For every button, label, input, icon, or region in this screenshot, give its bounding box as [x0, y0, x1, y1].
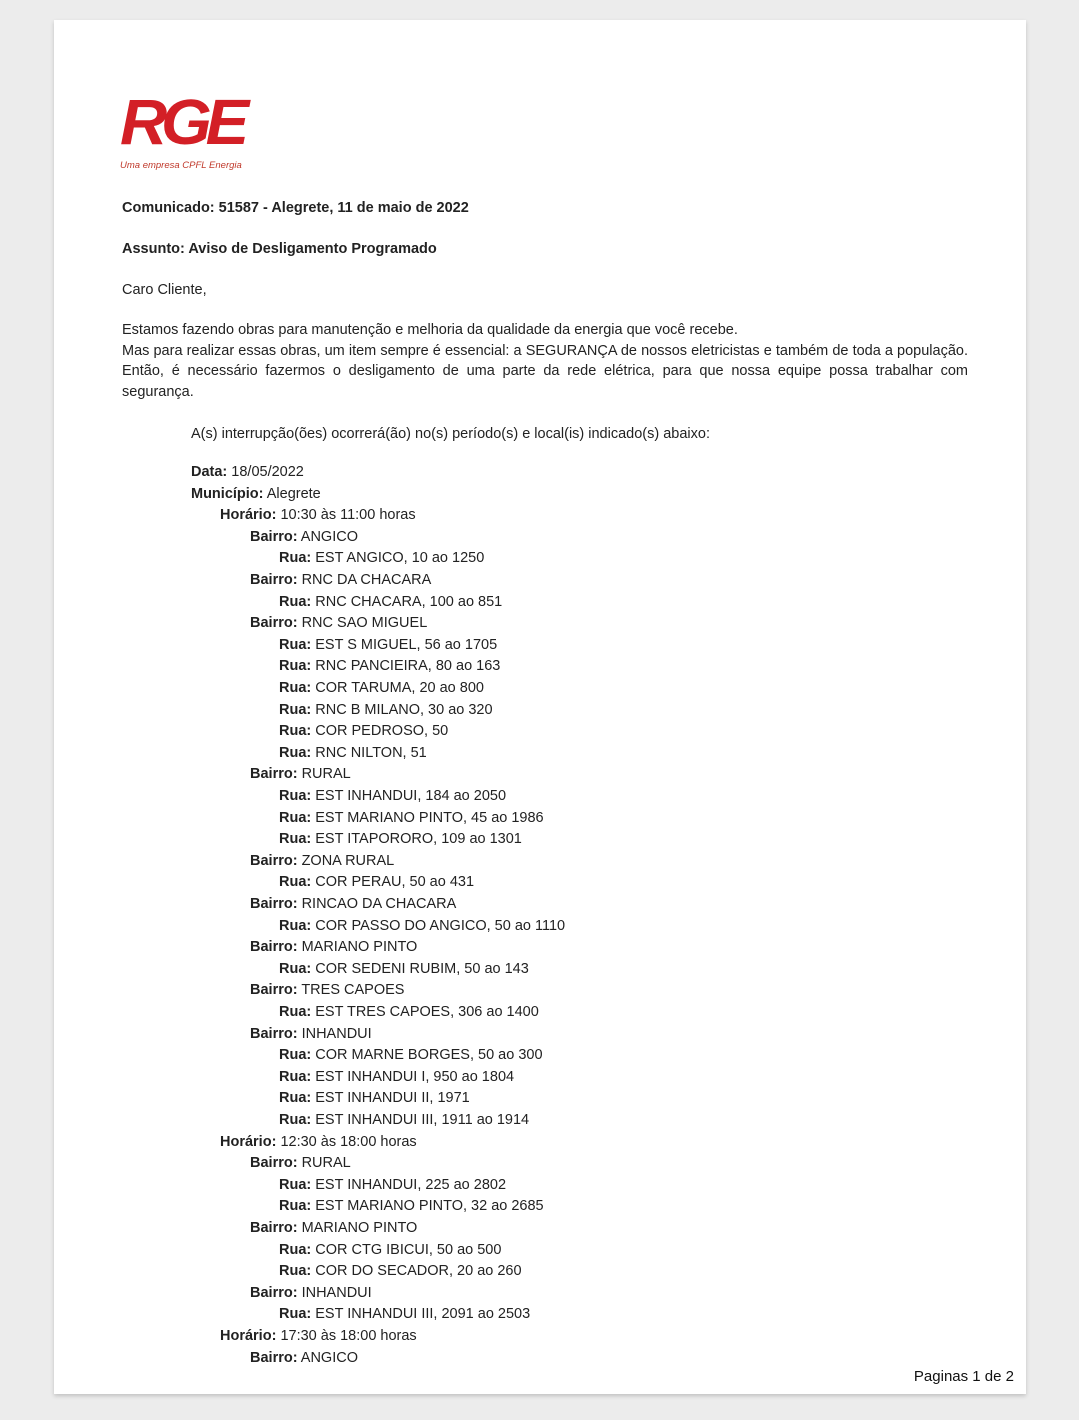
rua-line-label: Rua:: [279, 960, 312, 977]
rua-line: [279, 1177, 506, 1193]
rua-line-value: EST MARIANO PINTO, 32 ao 2685: [315, 1198, 544, 1215]
bairro-line-label: Bairro:: [250, 1284, 298, 1301]
bairro-line-value: TRES CAPOES: [301, 982, 405, 999]
document-page: [54, 20, 1026, 1394]
rua-line: [279, 1112, 529, 1128]
bairro-line: [250, 1350, 358, 1366]
rua-line-label: Rua:: [279, 1306, 312, 1323]
bairro-line-label: Bairro:: [250, 852, 298, 869]
rua-line-value: COR TARUMA, 20 ao 800: [315, 680, 484, 696]
rua-line-label: Rua:: [279, 680, 312, 696]
rua-line: [279, 918, 565, 934]
rua-line-label: Rua:: [279, 831, 312, 848]
bairro-line: [250, 1220, 417, 1236]
rua-line: [279, 1198, 544, 1214]
rua-line: [279, 1263, 522, 1279]
rua-line-label: Rua:: [279, 1068, 312, 1085]
rua-line-value: RNC NILTON, 51: [315, 744, 427, 761]
rua-line-label: Rua:: [279, 1112, 312, 1128]
bairro-line: [250, 766, 351, 782]
rua-line-label: Rua:: [279, 744, 312, 761]
rua-line-value: EST S MIGUEL, 56 ao 1705: [315, 636, 498, 653]
rua-line-value: EST INHANDUI III, 1911 ao 1914: [315, 1112, 530, 1128]
rua-line-value: COR DO SECADOR, 20 ao 260: [315, 1263, 522, 1280]
rua-line-label: Rua:: [279, 1176, 312, 1193]
rge-logo: [120, 86, 260, 171]
rua-line-value: EST INHANDUI II, 1971: [315, 1090, 470, 1107]
horario-line-label: Horário:: [220, 1328, 277, 1344]
bairro-line-value: RINCAO DA CHACARA: [301, 896, 457, 912]
bairro-line: [250, 1285, 372, 1301]
bairro-line: [250, 853, 394, 869]
bairro-line: [250, 939, 417, 955]
rua-line-value: EST ITAPORORO, 109 ao 1301: [315, 831, 522, 848]
interruption-notice: A(s) interrupção(ões) ocorrerá(ão) no(s) período(s) e local(is) indicado(s) abaixo:: [191, 426, 710, 442]
rua-line-label: Rua:: [279, 809, 312, 826]
rua-line: [279, 1090, 470, 1106]
rua-line-value: COR PEDROSO, 50: [315, 723, 449, 740]
rua-line: [279, 702, 493, 718]
rua-line-label: Rua:: [279, 1047, 312, 1064]
municipio-line-label: Município:: [191, 485, 264, 502]
rua-line-label: Rua:: [279, 1090, 312, 1107]
rua-line-label: Rua:: [279, 658, 312, 675]
rua-line-value: RNC B MILANO, 30 ao 320: [315, 701, 493, 718]
rua-line-value: EST TRES CAPOES, 306 ao 1400: [315, 1004, 539, 1020]
rua-line-label: Rua:: [279, 788, 312, 804]
bairro-line: [250, 1026, 372, 1042]
rua-line-value: EST INHANDUI, 184 ao 2050: [315, 788, 507, 804]
rua-line: [279, 831, 522, 847]
horario-line: [220, 1328, 417, 1344]
rua-line-label: Rua:: [279, 1241, 312, 1258]
bairro-line-value: INHANDUI: [301, 1284, 372, 1301]
horario-line-label: Horário:: [220, 1133, 277, 1150]
bairro-line: [250, 615, 427, 631]
bairro-line-label: Bairro:: [250, 528, 298, 545]
rua-line-label: Rua:: [279, 593, 312, 610]
municipio-line: [191, 486, 321, 502]
bairro-line-value: ANGICO: [300, 528, 358, 545]
bairro-line-value: RURAL: [301, 766, 351, 783]
rua-line: [279, 680, 484, 696]
horario-line: [220, 1134, 417, 1150]
bairro-line-value: MARIANO PINTO: [301, 939, 418, 956]
rua-line-value: COR CTG IBICUI, 50 ao 500: [315, 1241, 502, 1258]
bairro-line-value: RURAL: [301, 1155, 351, 1172]
rua-line: [279, 723, 448, 739]
rua-line: [279, 658, 500, 674]
bairro-line: [250, 1155, 351, 1171]
rua-line: [279, 594, 502, 610]
rua-line-value: COR PERAU, 50 ao 431: [315, 874, 475, 891]
rua-line: [279, 637, 497, 653]
bairro-line-value: ANGICO: [300, 1349, 358, 1366]
greeting: Caro Cliente,: [122, 282, 207, 298]
logo-mark: RGE: [120, 86, 244, 158]
municipio-line-value: Alegrete: [266, 485, 321, 502]
comunicado-line: Comunicado: 51587 - Alegrete, 11 de maio de 2022: [122, 200, 469, 216]
rua-line-label: Rua:: [279, 636, 312, 653]
bairro-line: [250, 982, 404, 998]
bairro-line-label: Bairro:: [250, 1349, 298, 1366]
horario-line-label: Horário:: [220, 507, 277, 524]
rua-line-value: EST INHANDUI III, 2091 ao 2503: [315, 1306, 531, 1323]
rua-line: [279, 1306, 530, 1322]
rua-line-value: COR SEDENI RUBIM, 50 ao 143: [315, 960, 529, 977]
bairro-line-label: Bairro:: [250, 1155, 298, 1172]
horario-line-value: 10:30 às 11:00 horas: [280, 507, 416, 524]
page-counter: Paginas 1 de 2: [913, 1368, 1014, 1385]
bairro-line-label: Bairro:: [250, 615, 298, 632]
bairro-line-value: MARIANO PINTO: [301, 1220, 418, 1236]
rua-line-label: Rua:: [279, 550, 312, 567]
rua-line: [279, 810, 544, 826]
rua-line: [279, 788, 506, 804]
rua-line-label: Rua:: [279, 1004, 312, 1020]
bairro-line-label: Bairro:: [250, 572, 298, 588]
rua-line: [279, 1242, 501, 1258]
rua-line: [279, 1004, 539, 1020]
bairro-line: [250, 896, 456, 912]
rua-line: [279, 550, 484, 566]
bairro-line-value: INHANDUI: [301, 1025, 372, 1042]
rua-line: [279, 1047, 543, 1063]
rua-line-value: COR PASSO DO ANGICO, 50 ao 1110: [315, 917, 566, 934]
rua-line-label: Rua:: [279, 723, 312, 740]
rua-line-label: Rua:: [279, 1198, 312, 1215]
bairro-line: [250, 529, 358, 545]
rua-line-value: EST INHANDUI, 225 ao 2802: [315, 1176, 507, 1193]
bairro-line-value: ZONA RURAL: [301, 852, 395, 869]
horario-line-value: 17:30 às 18:00 horas: [280, 1328, 417, 1344]
bairro-line-value: RNC SAO MIGUEL: [301, 615, 428, 632]
rua-line: [279, 1069, 514, 1085]
data-line: [191, 464, 304, 480]
rua-line-value: EST MARIANO PINTO, 45 ao 1986: [315, 809, 544, 826]
rua-line-label: Rua:: [279, 701, 312, 718]
rua-line-label: Rua:: [279, 874, 312, 891]
rua-line-value: COR MARNE BORGES, 50 ao 300: [315, 1047, 543, 1064]
data-line-value: 18/05/2022: [231, 464, 304, 480]
logo-tagline: Uma empresa CPFL Energia: [120, 160, 242, 171]
rua-line-value: EST INHANDUI I, 950 ao 1804: [315, 1068, 515, 1085]
bairro-line-label: Bairro:: [250, 766, 298, 783]
bairro-line-label: Bairro:: [250, 982, 298, 999]
bairro-line-label: Bairro:: [250, 1220, 298, 1236]
horario-line: [220, 507, 416, 523]
rua-line-value: RNC CHACARA, 100 ao 851: [315, 593, 503, 610]
intro-line-1: Estamos fazendo obras para manutenção e melhoria da qualidade da energia que você recebe.: [122, 322, 738, 338]
bairro-line-label: Bairro:: [250, 939, 298, 956]
rua-line-value: RNC PANCIEIRA, 80 ao 163: [315, 658, 501, 675]
intro-paragraph: [122, 320, 968, 402]
rua-line-label: Rua:: [279, 917, 312, 934]
assunto-line: Assunto: Aviso de Desligamento Programado: [122, 241, 437, 257]
intro-line-2: Mas para realizar essas obras, um item sempre é essencial: a SEGURANÇA de nossos eletricistas e também de toda a população. Então, é necessário fazermos o desligamento de uma parte da rede elétrica, para que nossa equipe possa trabalhar com segurança.: [122, 342, 968, 400]
rua-line-value: EST ANGICO, 10 ao 1250: [315, 550, 485, 567]
bairro-line-label: Bairro:: [250, 896, 298, 912]
horario-line-value: 12:30 às 18:00 horas: [280, 1133, 417, 1150]
rua-line-label: Rua:: [279, 1263, 312, 1280]
rua-line: [279, 745, 427, 761]
bairro-line-value: RNC DA CHACARA: [301, 572, 432, 588]
bairro-line-label: Bairro:: [250, 1025, 298, 1042]
rua-line: [279, 874, 474, 890]
bairro-line: [250, 572, 431, 588]
rua-line: [279, 961, 529, 977]
data-line-label: Data:: [191, 464, 228, 480]
